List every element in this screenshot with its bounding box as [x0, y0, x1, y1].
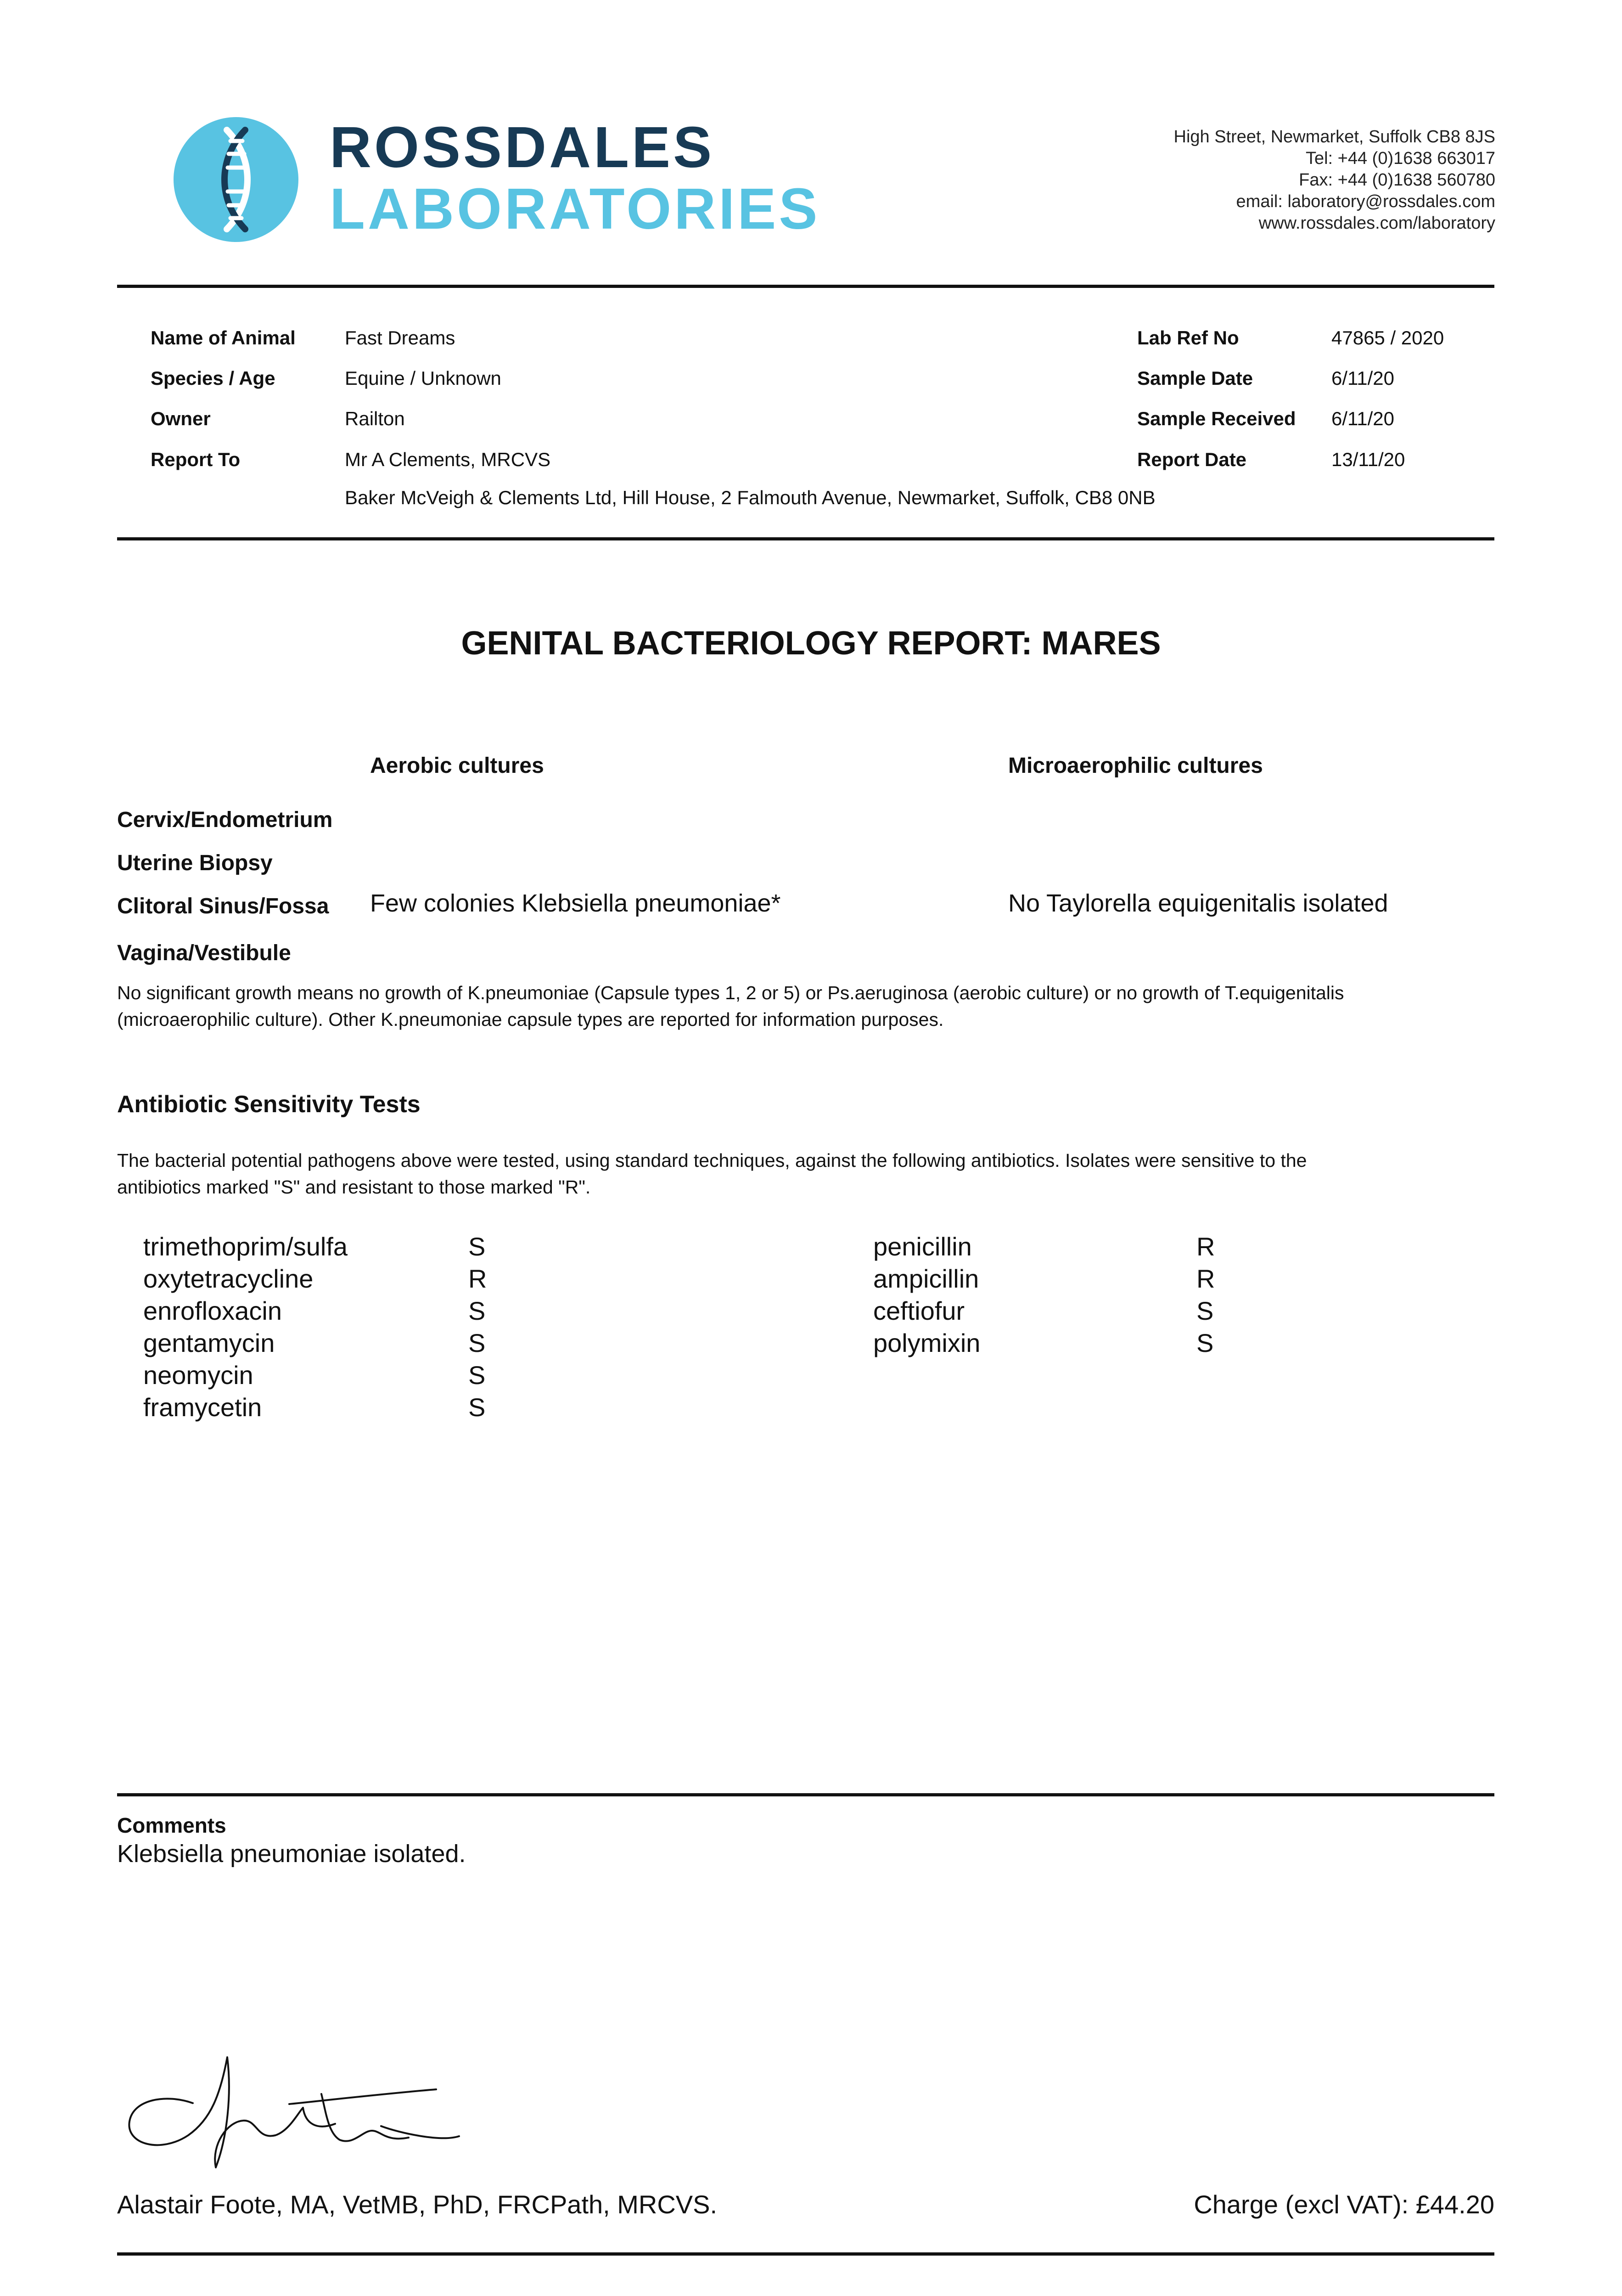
site-label-vagina: Vagina/Vestibule	[117, 941, 291, 965]
microaerophilic-result: No Taylorella equigenitalis isolated	[1008, 889, 1388, 917]
ast-description	[117, 1147, 1494, 1200]
animal-name-label: Name of Animal	[151, 327, 296, 349]
antibiotic-name: ampicillin	[873, 1264, 979, 1293]
dna-logo-icon	[174, 117, 298, 242]
lab-address: High Street, Newmarket, Suffolk CB8 8JS	[1173, 127, 1495, 146]
culture-note-line2: (microaerophilic culture). Other K.pneumoniae capsule types are reported for information purposes.	[117, 1009, 944, 1030]
lab-contact-block	[1174, 126, 1495, 234]
antibiotic-name: polymixin	[873, 1328, 981, 1357]
antibiotic-result: R	[1196, 1232, 1215, 1261]
antibiotic-result: S	[468, 1296, 486, 1325]
lab-ref-value: 47865 / 2020	[1331, 327, 1444, 349]
site-label-uterine-biopsy: Uterine Biopsy	[117, 851, 273, 875]
ast-heading: Antibiotic Sensitivity Tests	[117, 1091, 421, 1118]
antibiotic-name: gentamycin	[143, 1328, 275, 1357]
aerobic-result: Few colonies Klebsiella pneumoniae*	[370, 889, 781, 917]
antibiotic-name: oxytetracycline	[143, 1264, 314, 1293]
site-label-cervix: Cervix/Endometrium	[117, 808, 333, 832]
brand-name-line1: ROSSDALES	[330, 115, 715, 180]
info-divider	[117, 537, 1494, 540]
microaerophilic-cultures-heading: Microaerophilic cultures	[1008, 754, 1263, 778]
lab-fax: Fax: +44 (0)1638 560780	[1299, 170, 1495, 190]
report-title: GENITAL BACTERIOLOGY REPORT: MARES	[461, 625, 1161, 662]
antibiotic-result: S	[1196, 1296, 1214, 1325]
comments-label: Comments	[117, 1813, 226, 1837]
sample-received-label: Sample Received	[1137, 408, 1296, 429]
antibiotic-result: S	[468, 1328, 486, 1357]
signature-image	[124, 2039, 477, 2177]
sample-date-label: Sample Date	[1137, 367, 1253, 389]
footer-divider	[117, 2252, 1494, 2256]
comments-divider	[117, 1793, 1494, 1796]
antibiotic-result: S	[468, 1361, 486, 1390]
antibiotic-name: penicillin	[873, 1232, 972, 1261]
owner-value: Railton	[345, 408, 405, 429]
species-age-label: Species / Age	[151, 367, 275, 389]
owner-label: Owner	[151, 408, 211, 429]
report-to-address: Baker McVeigh & Clements Ltd, Hill House, 2 Falmouth Avenue, Newmarket, Suffolk, CB8 0NB	[345, 487, 1156, 508]
antibiotic-name: neomycin	[143, 1361, 253, 1390]
antibiotic-name: framycetin	[143, 1393, 262, 1422]
charge-amount: Charge (excl VAT): £44.20	[1194, 2190, 1494, 2219]
culture-note	[117, 979, 1494, 1033]
culture-note-line1: No significant growth means no growth of K.pneumoniae (Capsule types 1, 2 or 5) or Ps.aeruginosa (aerobic culture) or no growth of T.equigenitalis	[117, 982, 1344, 1003]
lab-telephone: Tel: +44 (0)1638 663017	[1305, 149, 1495, 168]
sample-received-value: 6/11/20	[1331, 408, 1395, 429]
lab-ref-label: Lab Ref No	[1137, 327, 1239, 349]
species-age-value: Equine / Unknown	[345, 367, 501, 389]
antibiotic-result: S	[468, 1393, 486, 1422]
ast-description-line2: antibiotics marked "S" and resistant to those marked "R".	[117, 1176, 591, 1198]
report-date-label: Report Date	[1137, 449, 1247, 470]
lab-website: www.rossdales.com/laboratory	[1258, 214, 1495, 233]
aerobic-cultures-heading: Aerobic cultures	[370, 754, 544, 778]
report-to-label: Report To	[151, 449, 241, 470]
signatory-name: Alastair Foote, MA, VetMB, PhD, FRCPath, MRCVS.	[117, 2190, 718, 2219]
brand-name-line2: LABORATORIES	[330, 176, 820, 241]
lab-email: email: laboratory@rossdales.com	[1236, 192, 1495, 211]
report-date-value: 13/11/20	[1331, 449, 1405, 470]
antibiotic-name: enrofloxacin	[143, 1296, 282, 1325]
site-label-clitoral: Clitoral Sinus/Fossa	[117, 894, 329, 918]
sample-date-value: 6/11/20	[1331, 367, 1395, 389]
comments-text: Klebsiella pneumoniae isolated.	[117, 1840, 466, 1868]
antibiotic-name: ceftiofur	[873, 1296, 965, 1325]
antibiotic-result: R	[1196, 1264, 1215, 1293]
header-divider	[117, 285, 1494, 288]
antibiotic-result: R	[468, 1264, 487, 1293]
antibiotic-result: S	[1196, 1328, 1214, 1357]
report-to-value: Mr A Clements, MRCVS	[345, 449, 551, 470]
antibiotic-name: trimethoprim/sulfa	[143, 1232, 348, 1261]
animal-name-value: Fast Dreams	[345, 327, 455, 349]
ast-description-line1: The bacterial potential pathogens above were tested, using standard techniques, against the following antibiotics. Isolates were sensitive to the	[117, 1150, 1307, 1171]
antibiotic-result: S	[468, 1232, 486, 1261]
